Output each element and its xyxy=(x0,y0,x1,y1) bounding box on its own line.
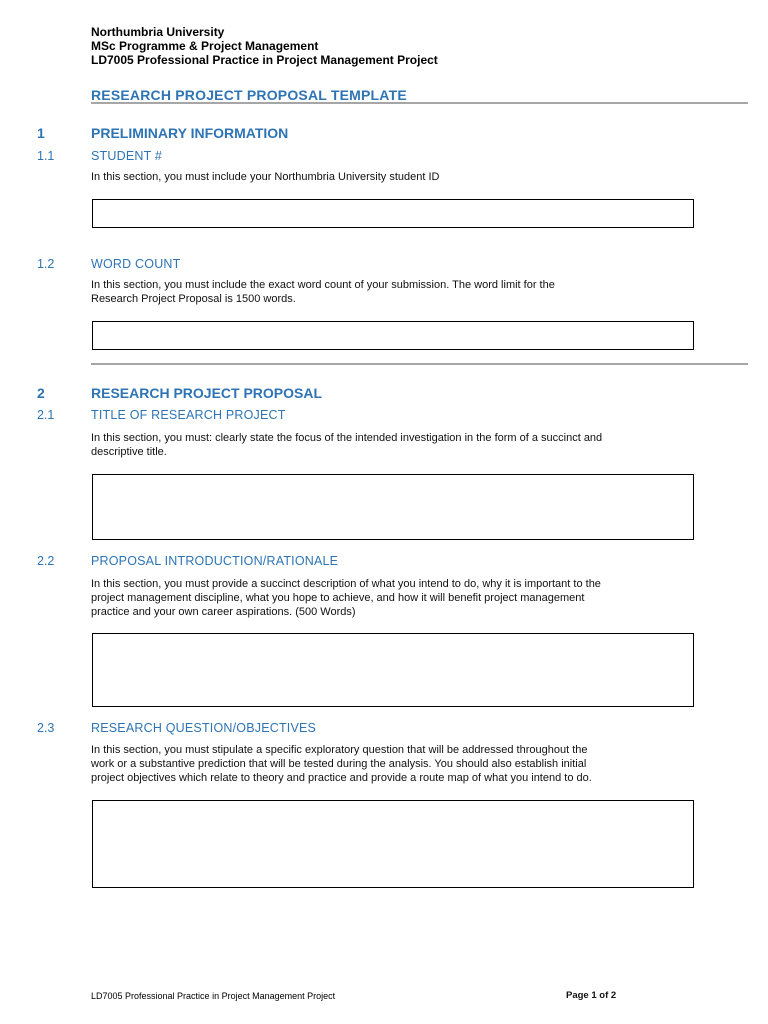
instruction-line: work or a substantive prediction that will be tested during the analysis. You should also establish initial xyxy=(91,758,587,770)
subsection-2-2-number: 2.2 xyxy=(37,554,55,568)
student-id-field[interactable] xyxy=(92,199,694,228)
subsection-1-2-title: WORD COUNT xyxy=(91,257,181,271)
instruction-line: Research Project Proposal is 1500 words. xyxy=(91,293,296,305)
subsection-1-2-number: 1.2 xyxy=(37,257,55,271)
instruction-line: project management discipline, what you hope to achieve, and how it will benefit project management xyxy=(91,592,585,604)
instruction-line: descriptive title. xyxy=(91,446,167,458)
section-divider xyxy=(91,363,748,365)
subsection-1-1-instruction: In this section, you must include your Northumbria University student ID xyxy=(91,171,440,183)
subsection-2-2-instruction xyxy=(91,577,701,619)
instruction-line: In this section, you must stipulate a specific exploratory question that will be addressed throughout the xyxy=(91,744,588,756)
subsection-1-2-instruction xyxy=(91,278,701,306)
section-1-number: 1 xyxy=(37,125,45,141)
subsection-2-2-title: PROPOSAL INTRODUCTION/RATIONALE xyxy=(91,554,339,568)
subsection-1-1-title: STUDENT # xyxy=(91,149,163,163)
subsection-2-3-title: RESEARCH QUESTION/OBJECTIVES xyxy=(91,721,317,735)
subsection-2-3-number: 2.3 xyxy=(37,721,55,735)
subsection-2-1-number: 2.1 xyxy=(37,408,55,422)
instruction-line: In this section, you must provide a succinct description of what you intend to do, why it is important to the xyxy=(91,578,601,590)
footer-module: LD7005 Professional Practice in Project Management Project xyxy=(91,991,336,1001)
subsection-2-3-instruction xyxy=(91,743,701,785)
footer-page-number: Page 1 of 2 xyxy=(566,990,617,1001)
instruction-line: project objectives which relate to theory and practice and provide a route map of what you intend to do. xyxy=(91,772,592,784)
introduction-rationale-field[interactable] xyxy=(92,633,694,707)
research-question-field[interactable] xyxy=(92,800,694,888)
subsection-1-1-number: 1.1 xyxy=(37,149,55,163)
title-divider xyxy=(91,102,748,104)
section-2-title: RESEARCH PROJECT PROPOSAL xyxy=(91,385,323,401)
word-count-field[interactable] xyxy=(92,321,694,350)
header-university: Northumbria University xyxy=(91,25,225,39)
research-title-field[interactable] xyxy=(92,474,694,540)
header-module: LD7005 Professional Practice in Project Management Project xyxy=(91,53,438,67)
header-programme: MSc Programme & Project Management xyxy=(91,39,319,53)
subsection-2-1-title: TITLE OF RESEARCH PROJECT xyxy=(91,408,286,422)
section-2-number: 2 xyxy=(37,385,45,401)
instruction-line: In this section, you must: clearly state the focus of the intended investigation in the form of a succinct and xyxy=(91,432,603,444)
instruction-line: In this section, you must include the exact word count of your submission. The word limit for the xyxy=(91,279,555,291)
instruction-line: practice and your own career aspirations. (500 Words) xyxy=(91,606,356,618)
subsection-2-1-instruction xyxy=(91,431,701,459)
document-title: RESEARCH PROJECT PROPOSAL TEMPLATE xyxy=(91,87,407,103)
section-1-title: PRELIMINARY INFORMATION xyxy=(91,125,289,141)
